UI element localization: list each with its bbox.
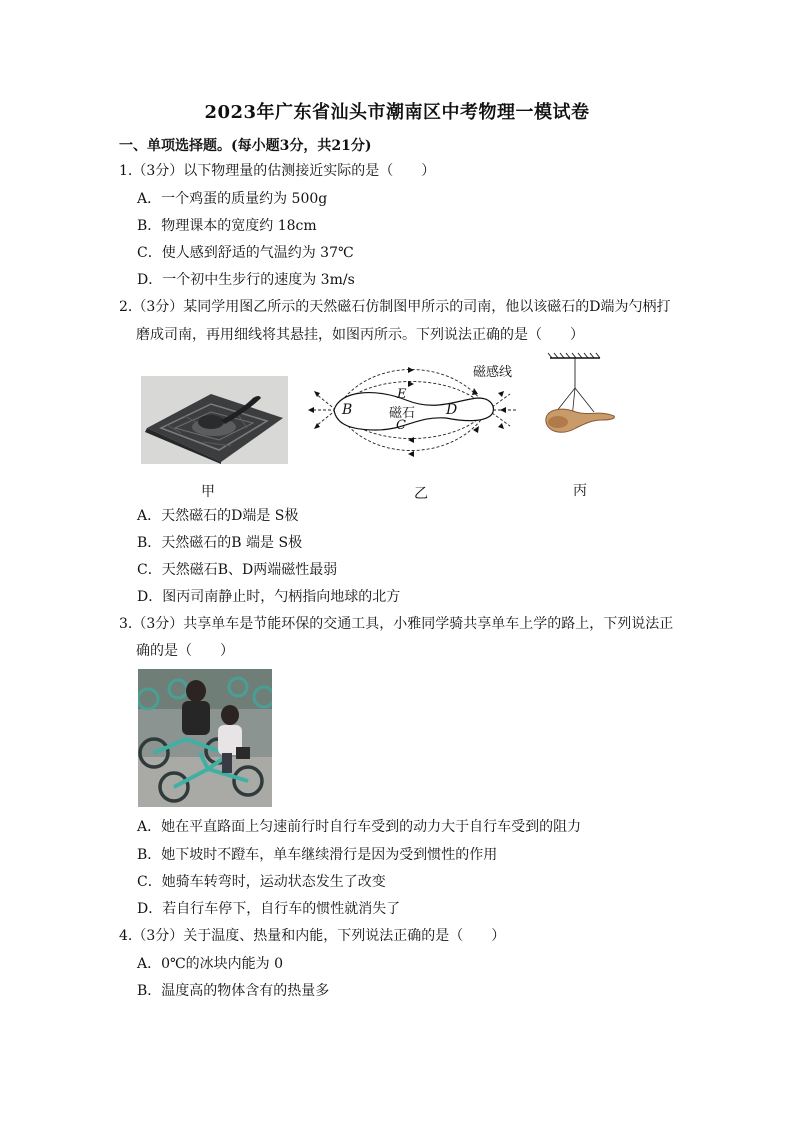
question-2-option-c: C．天然磁石B、D两端磁性最弱 bbox=[137, 562, 338, 578]
question-2-stem-line-1: 2.（3分）某同学用图乙所示的天然磁石仿制图甲所示的司南，他以该磁石的D端为勺柄打 bbox=[119, 299, 671, 315]
question-3-stem-line-2: 确的是（ ） bbox=[136, 643, 234, 659]
magnet-label: 磁石 bbox=[389, 406, 416, 421]
figure-jia-label: 甲 bbox=[201, 484, 215, 500]
magnet-point-e-label: E bbox=[397, 387, 407, 402]
question-1-option-b: B．物理课本的宽度约 18cm bbox=[137, 218, 317, 234]
question-1-stem: 1.（3分）以下物理量的估测接近实际的是（ ） bbox=[119, 163, 436, 179]
section-heading: 一、单项选择题。(每小题3分，共21分) bbox=[119, 138, 372, 154]
question-1-option-a: A．一个鸡蛋的质量约为 500g bbox=[137, 191, 328, 207]
question-1-option-d: D．一个初中生步行的速度为 3m/s bbox=[137, 272, 355, 288]
question-3-option-b: B．她下坡时不蹬车，单车继续滑行是因为受到惯性的作用 bbox=[137, 847, 498, 863]
question-3-option-d: D．若自行车停下，自行车的惯性就消失了 bbox=[137, 901, 401, 917]
magnet-point-c-label: C bbox=[396, 418, 406, 433]
question-2-option-b: B．天然磁石的B 端是 S极 bbox=[137, 535, 303, 551]
exam-title: 2023年广东省汕头市潮南区中考物理一模试卷 bbox=[204, 102, 590, 123]
magnet-end-d-label: D bbox=[446, 402, 458, 418]
magnet-end-b-label: B bbox=[342, 402, 353, 418]
question-3-option-c: C．她骑车转弯时，运动状态发生了改变 bbox=[137, 874, 386, 890]
figure-yi-label: 乙 bbox=[414, 486, 428, 502]
sinan-compass-photo bbox=[141, 376, 288, 464]
question-2-option-d: D．图丙司南静止时，勺柄指向地球的北方 bbox=[137, 589, 401, 605]
suspended-sinan-figure bbox=[536, 352, 620, 442]
question-4-option-b: B．温度高的物体含有的热量多 bbox=[137, 983, 330, 999]
figure-bing-label: 丙 bbox=[573, 483, 587, 499]
question-1-option-c: C．使人感到舒适的气温约为 37℃ bbox=[137, 245, 354, 261]
question-3-stem-line-1: 3.（3分）共享单车是节能环保的交通工具，小雅同学骑共享单车上学的路上，下列说法正 bbox=[119, 616, 674, 632]
question-2-stem-line-2: 磨成司南，再用细线将其悬挂，如图丙所示。下列说法正确的是（ ） bbox=[136, 327, 584, 343]
question-4-stem: 4.（3分）关于温度、热量和内能，下列说法正确的是（ ） bbox=[119, 928, 506, 944]
shared-bike-photo bbox=[138, 669, 272, 807]
question-2-option-a: A．天然磁石的D端是 S极 bbox=[137, 508, 299, 524]
question-3-option-a: A．她在平直路面上匀速前行时自行车受到的动力大于自行车受到的阻力 bbox=[137, 819, 582, 835]
question-4-option-a: A．0℃的冰块内能为 0 bbox=[137, 956, 284, 972]
magnetic-lines-label: 磁感线 bbox=[473, 365, 513, 380]
